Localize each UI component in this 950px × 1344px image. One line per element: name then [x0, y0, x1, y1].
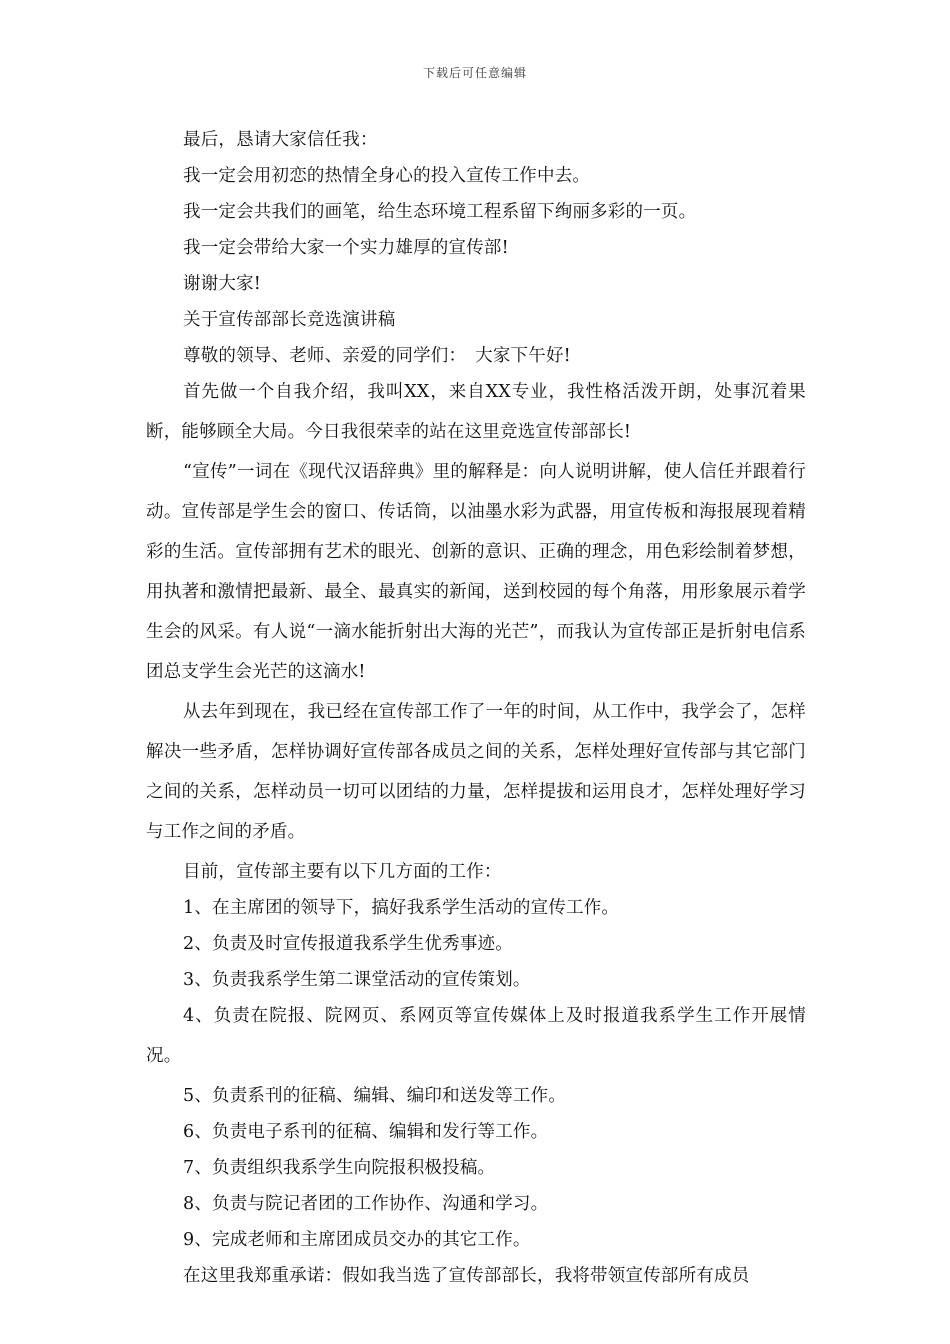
paragraph: 我一定会共我们的画笔，给生态环境工程系留下绚丽多彩的一页。: [183, 202, 697, 222]
list-item: 7、负责组织我系学生向院报积极投稿。: [183, 1158, 496, 1178]
paragraph: 首先做一个自我介绍，我叫XX，来自XX专业，我性格活泼开朗，处事沉着果断，能够顾全大局。今日我很荣幸的站在这里竞选宣传部部长!: [146, 382, 806, 442]
paragraph: 从去年到现在，我已经在宣传部工作了一年的时间，从工作中，我学会了，怎样解决一些矛盾，怎样协调好宣传部各成员之间的关系，怎样处理好宣传部与其它部门之间的关系，怎样动员一切可以团结的力量，怎样提拔和运用良才，怎样处理好学习与工作之间的矛盾。: [146, 702, 806, 842]
paragraph: 谢谢大家!: [183, 274, 262, 294]
list-item: 6、负责电子系刊的征稿、编辑和发行等工作。: [183, 1122, 549, 1142]
page-header-note: 下载后可任意编辑: [422, 66, 527, 80]
paragraph: 我一定会带给大家一个实力雄厚的宣传部!: [183, 238, 509, 258]
paragraph: 我一定会用初恋的热情全身心的投入宣传工作中去。: [183, 166, 591, 186]
paragraph: “宣传”一词在《现代汉语辞典》里的解释是：向人说明讲解，使人信任并跟着行动。宣传部是学生会的窗口、传话筒，以油墨水彩为武器，用宣传板和海报展现着精彩的生活。宣传部拥有艺术的眼光、创新的意识、正确的理念，用色彩绘制着梦想，用执著和激情把最新、最全、最真实的新闻，送到校园的每个角落，用形象展示着学生会的风采。有人说“一滴水能折射出大海的光芒”，而我认为宣传部正是折射电信系团总支学生会光芒的这滴水!: [146, 462, 806, 682]
list-item: 5、负责系刊的征稿、编辑、编印和送发等工作。: [183, 1086, 567, 1106]
paragraph: 在这里我郑重承诺：假如我当选了宣传部部长，我将带领宣传部所有成员: [183, 1266, 750, 1286]
list-item: 9、完成老师和主席团成员交办的其它工作。: [183, 1230, 531, 1250]
paragraph: 最后，恳请大家信任我：: [183, 130, 378, 150]
document-body: [146, 124, 806, 1296]
speech-title: 关于宣传部部长竞选演讲稿: [183, 310, 396, 330]
list-item: 3、负责我系学生第二课堂活动的宣传策划。: [183, 970, 531, 990]
list-item: 8、负责与院记者团的工作协作、沟通和学习。: [183, 1194, 549, 1214]
list-item: 4、负责在院报、院网页、系网页等宣传媒体上及时报道我系学生工作开展情况。: [146, 1006, 806, 1066]
paragraph: 目前，宣传部主要有以下几方面的工作：: [183, 862, 502, 882]
list-item: 2、负责及时宣传报道我系学生优秀事迹。: [183, 934, 513, 954]
list-item: 1、在主席团的领导下，搞好我系学生活动的宣传工作。: [183, 898, 620, 918]
salutation: 尊敬的领导、老师、亲爱的同学们： 大家下午好!: [183, 346, 571, 366]
